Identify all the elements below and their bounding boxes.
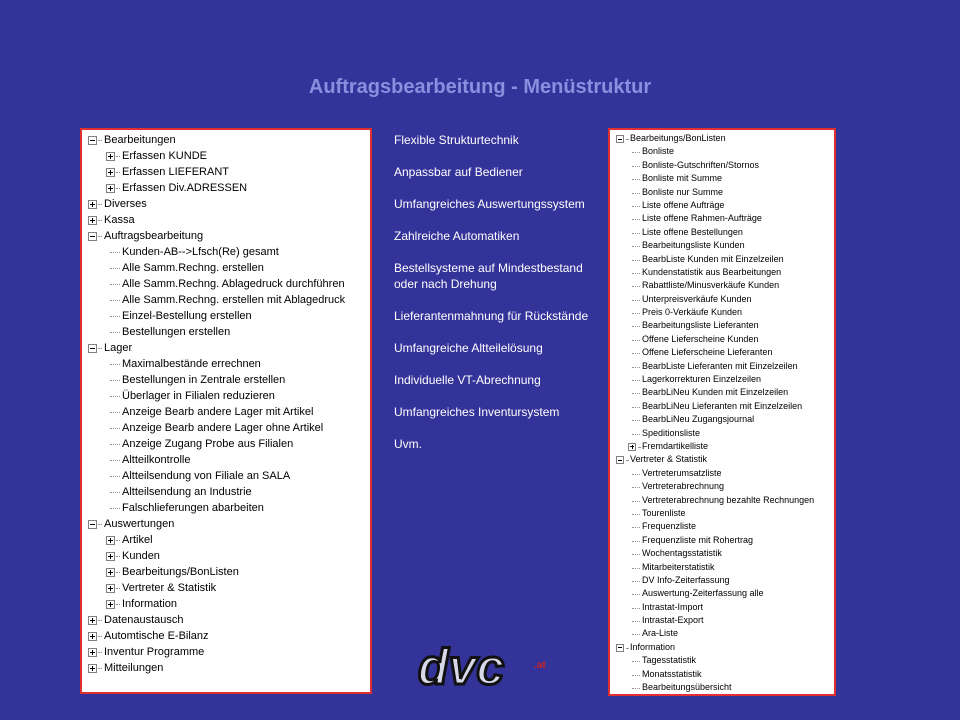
- dvc-logo: [418, 640, 568, 692]
- tree-item-label: Preis 0-Verkäufe Kunden: [642, 307, 743, 318]
- expand-icon[interactable]: [106, 600, 115, 609]
- expand-icon[interactable]: [106, 568, 115, 577]
- expand-icon[interactable]: [88, 200, 97, 209]
- logo-suffix: .at: [534, 660, 546, 671]
- tree-item-label: DV Info-Zeiterfassung: [642, 574, 730, 585]
- collapse-icon[interactable]: [616, 135, 624, 143]
- expand-icon[interactable]: [106, 584, 115, 593]
- tree-item-label: Überlager in Filialen reduzieren: [122, 390, 275, 402]
- tree-item-label: Lagerkorrekturen Einzelzeilen: [642, 374, 762, 385]
- tree-item-label: Intrastat-Export: [642, 615, 704, 626]
- tree-item-label: BearbLiNeu Lieferanten mit Einzelzeilen: [642, 400, 803, 411]
- tree-item-label: BearbLiNeu Kunden mit Einzelzeilen: [642, 387, 789, 398]
- expand-icon[interactable]: [106, 184, 115, 193]
- expand-icon[interactable]: [106, 552, 115, 561]
- tree-item-label: Bestellungen erstellen: [122, 326, 231, 338]
- tree-item-label: Bearbeitungsliste Kunden: [642, 240, 745, 251]
- tree-item-label: BearbListe Lieferanten mit Einzelzeilen: [642, 360, 798, 371]
- tree-item-label: Inventur Programme: [104, 646, 205, 658]
- collapse-icon[interactable]: [88, 344, 97, 353]
- tree-item-label: Auswertungen: [104, 518, 175, 530]
- expand-icon[interactable]: [88, 648, 97, 657]
- tree-item-label: Mitarbeiterstatistik: [642, 561, 715, 572]
- tree-item-label: Falschlieferungen abarbeiten: [122, 502, 264, 514]
- expand-icon[interactable]: [106, 152, 115, 161]
- tree-item-label: Kassa: [104, 214, 135, 226]
- tree-item-label: Altteilkontrolle: [122, 454, 191, 466]
- tree-item-label: Automtische E-Bilanz: [104, 630, 209, 642]
- tree-item-label: Offene Lieferscheine Lieferanten: [642, 347, 773, 358]
- tree-item-label: Einzel-Bestellung erstellen: [122, 310, 252, 322]
- collapse-icon[interactable]: [88, 232, 97, 241]
- logo-text: dvc: [418, 640, 505, 692]
- tree-item-label: Vertreter & Statistik: [122, 582, 217, 594]
- feature-list: [394, 132, 594, 468]
- tree-item-label: Liste offene Rahmen-Aufträge: [642, 213, 762, 224]
- expand-icon[interactable]: [88, 616, 97, 625]
- tree-item-label: Diverses: [104, 198, 147, 210]
- tree-item-label: Maximalbestände errechnen: [122, 358, 261, 370]
- tree-item-label: Alle Samm.Rechng. Ablagedruck durchführen: [122, 278, 345, 290]
- tree-item-label: Alle Samm.Rechng. erstellen: [122, 262, 264, 274]
- tree-item-label: Anzeige Bearb andere Lager ohne Artikel: [122, 422, 324, 434]
- expand-icon[interactable]: [106, 536, 115, 545]
- expand-icon[interactable]: [88, 216, 97, 225]
- tree-item-label: Fremdartikelliste: [642, 440, 709, 451]
- tree-item-label: Bearbeitungs/BonListen: [630, 133, 726, 143]
- feature-item: Umfangreiches Inventursystem: [394, 405, 560, 419]
- tree-item-label: BearbListe Kunden mit Einzelzeilen: [642, 253, 784, 264]
- tree-item-label: Information: [630, 641, 676, 652]
- tree-item-label: Vertreter & Statistik: [630, 454, 708, 465]
- tree-item-label: Tourenliste: [642, 507, 686, 518]
- tree-item-label: Datenaustausch: [104, 614, 184, 626]
- tree-item-label: Speditionsliste: [642, 427, 701, 438]
- expand-icon[interactable]: [88, 664, 97, 673]
- tree-item-label: Kundenstatistik aus Bearbeitungen: [642, 266, 782, 277]
- tree-item-label: Vertreterabrechnung bezahlte Rechnungen: [642, 494, 815, 505]
- tree-item-label: Vertreterabrechnung: [642, 481, 725, 492]
- tree-item-label: Alle Samm.Rechng. erstellen mit Ablagedruck: [122, 294, 346, 306]
- feature-item: Anpassbar auf Bediener: [394, 165, 523, 179]
- tree-item-label: Frequenzliste: [642, 521, 697, 532]
- left-menu-tree[interactable]: [80, 128, 372, 694]
- tree-item-label: Liste offene Aufträge: [642, 199, 725, 210]
- tree-item-label: Ara-Liste: [642, 628, 679, 639]
- tree-item-label: Bestellungen in Zentrale erstellen: [122, 374, 286, 386]
- feature-item: Zahlreiche Automatiken: [394, 229, 520, 243]
- tree-item-label: Bonliste-Gutschriften/Stornos: [642, 159, 760, 170]
- collapse-icon[interactable]: [88, 520, 97, 529]
- tree-item-label: BearbLiNeu Zugangsjournal: [642, 414, 755, 425]
- expand-icon[interactable]: [106, 168, 115, 177]
- tree-item-label: Frequenzliste mit Rohertrag: [642, 534, 754, 545]
- tree-item-label: Auftragsbearbeitung: [104, 230, 204, 242]
- tree-item-label: Offene Lieferscheine Kunden: [642, 333, 759, 344]
- tree-item-label: Liste offene Bestellungen: [642, 226, 743, 237]
- tree-item-label: Rabattliste/Minusverkäufe Kunden: [642, 280, 780, 291]
- tree-item-label: Artikel: [122, 534, 153, 546]
- page-title: Auftragsbearbeitung - Menüstruktur: [308, 76, 652, 98]
- tree-item-label: Erfassen Div.ADRESSEN: [122, 182, 248, 194]
- feature-item: Lieferantenmahnung für Rückstände: [394, 309, 589, 323]
- tree-item-label: Anzeige Zugang Probe aus Filialen: [122, 438, 294, 450]
- tree-item-label: Tagesstatistik: [642, 655, 697, 666]
- tree-item-label: Erfassen KUNDE: [122, 150, 207, 162]
- tree-item-label: Bonliste: [642, 146, 675, 157]
- tree-item-label: Bearbeitungs/BonListen: [122, 566, 239, 578]
- tree-item-label: Wochentagsstatistik: [642, 548, 722, 559]
- tree-item-label: Lager: [104, 342, 133, 354]
- feature-item: Uvm.: [394, 437, 422, 451]
- expand-icon[interactable]: [88, 632, 97, 641]
- feature-item: Umfangreiches Auswertungssystem: [394, 197, 585, 211]
- tree-item-label: Kunden-AB-->Lfsch(Re) gesamt: [122, 246, 279, 258]
- tree-item-label: Altteilsendung von Filiale an SALA: [122, 470, 291, 482]
- expand-icon[interactable]: [628, 443, 636, 451]
- collapse-icon[interactable]: [88, 136, 97, 145]
- tree-item-label: Bearbeitungsübersicht: [642, 682, 732, 693]
- collapse-icon[interactable]: [616, 456, 624, 464]
- tree-item-label: Information: [122, 598, 178, 610]
- tree-item-label: Vertreterumsatzliste: [642, 467, 722, 478]
- tree-item-label: Unterpreisverkäufe Kunden: [642, 293, 752, 304]
- tree-item-label: Altteilsendung an Industrie: [122, 486, 252, 498]
- tree-item-label: Anzeige Bearb andere Lager mit Artikel: [122, 406, 314, 418]
- feature-item: Flexible Strukturtechnik: [394, 133, 519, 147]
- tree-item-label: Mitteilungen: [104, 662, 164, 674]
- tree-item-label: Intrastat-Import: [642, 601, 704, 612]
- tree-item-label: Bearbeitungen: [104, 134, 176, 146]
- tree-item-label: Monatsstatistik: [642, 668, 702, 679]
- collapse-icon[interactable]: [616, 644, 624, 652]
- feature-item: Bestellsysteme auf Mindestbestand oder nach Drehung: [394, 261, 583, 291]
- tree-item-label: Bonliste mit Summe: [642, 173, 723, 184]
- feature-item: Individuelle VT-Abrechnung: [394, 373, 541, 387]
- tree-item-label: Bonliste nur Summe: [642, 186, 724, 197]
- feature-item: Umfangreiche Altteilelösung: [394, 341, 543, 355]
- tree-item-label: Kunden: [122, 550, 160, 562]
- tree-item-label: Erfassen LIEFERANT: [122, 166, 229, 178]
- tree-item-label: Auswertung-Zeiterfassung alle: [642, 588, 764, 599]
- tree-item-label: Bearbeitungsliste Lieferanten: [642, 320, 759, 331]
- right-menu-tree[interactable]: [608, 128, 836, 696]
